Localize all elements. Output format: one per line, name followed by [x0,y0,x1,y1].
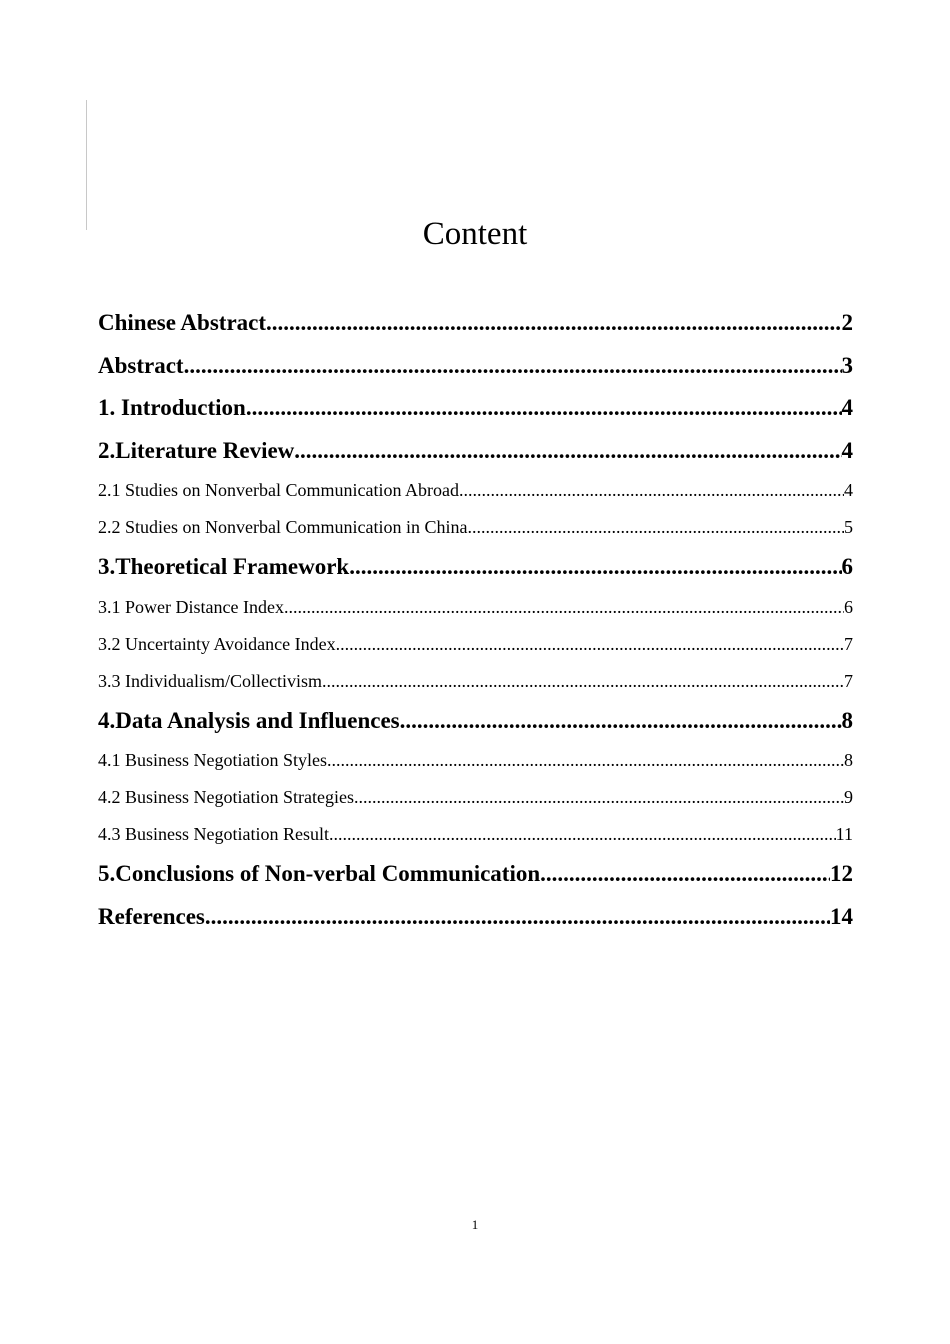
toc-entry-page: 12 [830,861,853,886]
toc-entry-data-analysis[interactable] [98,700,853,743]
toc-entry-page: 7 [844,670,853,691]
toc-entry-label: Chinese Abstract [98,310,267,335]
toc-entry-negotiation-styles[interactable] [98,742,853,779]
margin-marker-line [86,100,87,230]
toc-dot-leader [246,387,842,430]
toc-entry-page: 14 [830,903,853,929]
toc-dot-leader [329,816,836,853]
toc-entry-page: 4 [841,395,853,420]
toc-entry-label: 3.3 Individualism/Collectivism [98,670,322,691]
toc-entry-label: 3.2 Uncertainty Avoidance Index [98,633,336,654]
toc-entry-page: 4 [844,480,853,500]
toc-entry-page: 9 [844,787,853,807]
toc-entry-studies-abroad[interactable] [98,472,853,509]
toc-entry-negotiation-strategies[interactable] [98,779,853,816]
toc-dot-leader [354,779,844,816]
toc-entry-label: 2.1 Studies on Nonverbal Communication Abroad [98,480,459,500]
toc-entry-conclusions[interactable] [98,853,853,896]
toc-dot-leader [205,896,830,939]
toc-entry-chinese-abstract[interactable] [98,302,853,345]
toc-entry-theoretical-framework[interactable] [98,546,853,589]
toc-entry-references[interactable] [98,896,853,939]
toc-dot-leader [459,472,844,509]
toc-dot-leader [327,742,844,779]
toc-dot-leader [184,345,842,388]
toc-entry-page: 8 [841,707,853,733]
toc-dot-leader [322,663,844,700]
toc-entry-individualism[interactable] [98,663,853,700]
toc-entry-label: 5.Conclusions of Non-verbal Communication [98,861,541,886]
toc-entry-studies-china[interactable] [98,509,853,546]
toc-entry-label: Abstract [98,352,184,378]
toc-entry-label: References [98,903,205,929]
toc-entry-page: 7 [844,633,853,654]
toc-entry-label: 4.3 Business Negotiation Result [98,824,329,844]
toc-entry-label: 3.Theoretical Framework [98,554,350,579]
toc-entry-label: 1. Introduction [98,395,246,420]
toc-entry-negotiation-result[interactable] [98,816,853,853]
toc-entry-introduction[interactable] [98,387,853,430]
toc-entry-page: 2 [841,310,853,335]
toc-entry-page: 4 [841,437,853,463]
toc-entry-page: 8 [844,750,853,770]
toc-entry-label: 4.1 Business Negotiation Styles [98,750,327,770]
page-number: 1 [471,1217,479,1232]
page-title: Content [422,216,528,253]
toc-entry-literature-review[interactable] [98,430,853,473]
toc-dot-leader [266,302,841,345]
toc-entry-label: 4.Data Analysis and Influences [98,707,400,733]
toc-entry-page: 5 [844,517,853,537]
table-of-contents [98,302,853,938]
toc-entry-label: 4.2 Business Negotiation Strategies [98,787,354,807]
toc-dot-leader [294,430,841,473]
toc-dot-leader [467,509,844,546]
toc-dot-leader [400,700,842,743]
toc-dot-leader [284,589,844,626]
toc-entry-page: 6 [841,554,853,579]
toc-entry-uncertainty-avoidance[interactable] [98,626,853,663]
toc-entry-page: 11 [835,824,853,844]
toc-entry-abstract[interactable] [98,345,853,388]
toc-entry-page: 3 [841,352,853,378]
toc-dot-leader [336,626,844,663]
toc-entry-label: 2.Literature Review [98,437,295,463]
toc-entry-power-distance[interactable] [98,589,853,626]
toc-dot-leader [349,546,841,589]
toc-entry-page: 6 [844,596,853,617]
toc-entry-label: 2.2 Studies on Nonverbal Communication in China [98,517,468,537]
toc-entry-label: 3.1 Power Distance Index [98,596,284,617]
toc-dot-leader [540,853,830,896]
